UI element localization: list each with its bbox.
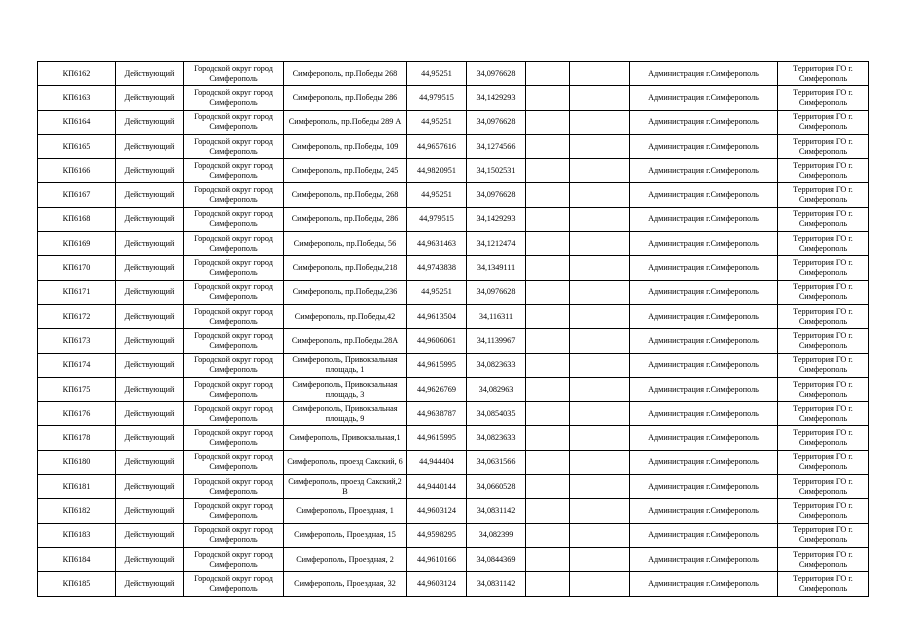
- latitude-cell: 44,95251: [407, 62, 467, 86]
- latitude-cell: 44,9743838: [407, 256, 467, 280]
- address-cell: Симферополь, Привокзальная площадь, 1: [284, 353, 407, 377]
- longitude-cell: 34,1139967: [467, 329, 526, 353]
- status-cell: Действующий: [116, 402, 184, 426]
- longitude-cell: 34,0823633: [467, 353, 526, 377]
- service-area-cell: Территория ГО г. Симферополь: [778, 353, 869, 377]
- address-cell: Симферополь, Привокзальная,1: [284, 426, 407, 450]
- status-cell: Действующий: [116, 110, 184, 134]
- table-row: [38, 183, 869, 207]
- table-row: [38, 450, 869, 474]
- empty-cell: [570, 207, 630, 231]
- empty-cell: [570, 304, 630, 328]
- district-cell: Городской округ город Симферополь: [184, 547, 284, 571]
- address-cell: Симферополь, Проездная, 15: [284, 523, 407, 547]
- address-cell: Симферополь, пр.Победы 289 А: [284, 110, 407, 134]
- table-row: [38, 426, 869, 450]
- table-row: [38, 159, 869, 183]
- service-area-cell: Территория ГО г. Симферополь: [778, 86, 869, 110]
- longitude-cell: 34,116311: [467, 304, 526, 328]
- empty-cell: [570, 377, 630, 401]
- organization-cell: Администрация г.Симферополь: [630, 86, 778, 110]
- status-cell: Действующий: [116, 547, 184, 571]
- empty-cell: [570, 86, 630, 110]
- service-area-cell: Территория ГО г. Симферополь: [778, 62, 869, 86]
- status-cell: Действующий: [116, 377, 184, 401]
- point-code-cell: КП6171: [38, 280, 116, 304]
- organization-cell: Администрация г.Симферополь: [630, 547, 778, 571]
- latitude-cell: 44,9638787: [407, 402, 467, 426]
- address-cell: Симферополь, пр.Победы,42: [284, 304, 407, 328]
- district-cell: Городской округ город Симферополь: [184, 353, 284, 377]
- table-row: [38, 232, 869, 256]
- district-cell: Городской округ город Симферополь: [184, 426, 284, 450]
- latitude-cell: 44,9440144: [407, 475, 467, 499]
- service-area-cell: Территория ГО г. Симферополь: [778, 134, 869, 158]
- address-cell: Симферополь, проезд Сакский,2 В: [284, 475, 407, 499]
- longitude-cell: 34,0831142: [467, 499, 526, 523]
- service-area-cell: Территория ГО г. Симферополь: [778, 280, 869, 304]
- status-cell: Действующий: [116, 159, 184, 183]
- status-cell: Действующий: [116, 353, 184, 377]
- address-cell: Симферополь, Привокзальная площадь, 3: [284, 377, 407, 401]
- organization-cell: Администрация г.Симферополь: [630, 377, 778, 401]
- empty-cell: [526, 232, 570, 256]
- status-cell: Действующий: [116, 329, 184, 353]
- table-row: [38, 572, 869, 596]
- district-cell: Городской округ город Симферополь: [184, 280, 284, 304]
- empty-cell: [526, 572, 570, 596]
- empty-cell: [570, 134, 630, 158]
- address-cell: Симферополь, пр.Победы 268: [284, 62, 407, 86]
- empty-cell: [570, 329, 630, 353]
- district-cell: Городской округ город Симферополь: [184, 134, 284, 158]
- address-cell: Симферополь, Привокзальная площадь, 9: [284, 402, 407, 426]
- point-code-cell: КП6166: [38, 159, 116, 183]
- empty-cell: [526, 426, 570, 450]
- status-cell: Действующий: [116, 134, 184, 158]
- table-body: [38, 62, 869, 597]
- status-cell: Действующий: [116, 572, 184, 596]
- table-row: [38, 280, 869, 304]
- table-row: [38, 547, 869, 571]
- status-cell: Действующий: [116, 232, 184, 256]
- district-cell: Городской округ город Симферополь: [184, 499, 284, 523]
- service-area-cell: Территория ГО г. Симферополь: [778, 232, 869, 256]
- organization-cell: Администрация г.Симферополь: [630, 499, 778, 523]
- point-code-cell: КП6167: [38, 183, 116, 207]
- district-cell: Городской округ город Симферополь: [184, 207, 284, 231]
- empty-cell: [570, 110, 630, 134]
- organization-cell: Администрация г.Симферополь: [630, 426, 778, 450]
- empty-cell: [526, 134, 570, 158]
- district-cell: Городской округ город Симферополь: [184, 62, 284, 86]
- point-code-cell: КП6164: [38, 110, 116, 134]
- longitude-cell: 34,0631566: [467, 450, 526, 474]
- table-row: [38, 353, 869, 377]
- latitude-cell: 44,944404: [407, 450, 467, 474]
- organization-cell: Администрация г.Симферополь: [630, 329, 778, 353]
- empty-cell: [570, 159, 630, 183]
- organization-cell: Администрация г.Симферополь: [630, 280, 778, 304]
- district-cell: Городской округ город Симферополь: [184, 86, 284, 110]
- point-code-cell: КП6162: [38, 62, 116, 86]
- service-area-cell: Территория ГО г. Симферополь: [778, 426, 869, 450]
- service-area-cell: Территория ГО г. Симферополь: [778, 523, 869, 547]
- organization-cell: Администрация г.Симферополь: [630, 183, 778, 207]
- district-cell: Городской округ город Симферополь: [184, 523, 284, 547]
- status-cell: Действующий: [116, 475, 184, 499]
- service-area-cell: Территория ГО г. Симферополь: [778, 475, 869, 499]
- table-row: [38, 402, 869, 426]
- district-cell: Городской округ город Симферополь: [184, 256, 284, 280]
- status-cell: Действующий: [116, 280, 184, 304]
- service-area-cell: Территория ГО г. Симферополь: [778, 547, 869, 571]
- table-row: [38, 475, 869, 499]
- address-cell: Симферополь, проезд Сакский, 6: [284, 450, 407, 474]
- organization-cell: Администрация г.Симферополь: [630, 353, 778, 377]
- latitude-cell: 44,9615995: [407, 426, 467, 450]
- point-code-cell: КП6165: [38, 134, 116, 158]
- organization-cell: Администрация г.Симферополь: [630, 159, 778, 183]
- point-code-cell: КП6182: [38, 499, 116, 523]
- service-area-cell: Территория ГО г. Симферополь: [778, 450, 869, 474]
- district-cell: Городской округ город Симферополь: [184, 402, 284, 426]
- district-cell: Городской округ город Симферополь: [184, 450, 284, 474]
- empty-cell: [526, 475, 570, 499]
- point-code-cell: КП6184: [38, 547, 116, 571]
- longitude-cell: 34,0976628: [467, 110, 526, 134]
- point-code-cell: КП6168: [38, 207, 116, 231]
- empty-cell: [526, 304, 570, 328]
- point-code-cell: КП6170: [38, 256, 116, 280]
- latitude-cell: 44,9820951: [407, 159, 467, 183]
- organization-cell: Администрация г.Симферополь: [630, 402, 778, 426]
- empty-cell: [570, 62, 630, 86]
- address-cell: Симферополь, пр.Победы, 245: [284, 159, 407, 183]
- status-cell: Действующий: [116, 523, 184, 547]
- empty-cell: [526, 499, 570, 523]
- longitude-cell: 34,1502531: [467, 159, 526, 183]
- table-row: [38, 110, 869, 134]
- point-code-cell: КП6172: [38, 304, 116, 328]
- latitude-cell: 44,9631463: [407, 232, 467, 256]
- status-cell: Действующий: [116, 183, 184, 207]
- table-row: [38, 134, 869, 158]
- service-area-cell: Территория ГО г. Симферополь: [778, 572, 869, 596]
- point-code-cell: КП6163: [38, 86, 116, 110]
- district-cell: Городской округ город Симферополь: [184, 329, 284, 353]
- empty-cell: [570, 450, 630, 474]
- latitude-cell: 44,979515: [407, 207, 467, 231]
- organization-cell: Администрация г.Симферополь: [630, 232, 778, 256]
- status-cell: Действующий: [116, 62, 184, 86]
- table-row: [38, 62, 869, 86]
- organization-cell: Администрация г.Симферополь: [630, 450, 778, 474]
- address-cell: Симферополь, пр.Победы 286: [284, 86, 407, 110]
- organization-cell: Администрация г.Симферополь: [630, 110, 778, 134]
- empty-cell: [570, 547, 630, 571]
- latitude-cell: 44,9657616: [407, 134, 467, 158]
- longitude-cell: 34,0976628: [467, 183, 526, 207]
- empty-cell: [570, 426, 630, 450]
- organization-cell: Администрация г.Симферополь: [630, 475, 778, 499]
- service-area-cell: Территория ГО г. Симферополь: [778, 377, 869, 401]
- address-cell: Симферополь, пр.Победы, 268: [284, 183, 407, 207]
- address-cell: Симферополь, Проездная, 2: [284, 547, 407, 571]
- address-cell: Симферополь, пр.Победы.28А: [284, 329, 407, 353]
- empty-cell: [570, 280, 630, 304]
- district-cell: Городской округ город Симферополь: [184, 183, 284, 207]
- longitude-cell: 34,082399: [467, 523, 526, 547]
- empty-cell: [570, 523, 630, 547]
- point-code-cell: КП6176: [38, 402, 116, 426]
- latitude-cell: 44,9613504: [407, 304, 467, 328]
- point-code-cell: КП6178: [38, 426, 116, 450]
- organization-cell: Администрация г.Симферополь: [630, 523, 778, 547]
- empty-cell: [526, 280, 570, 304]
- longitude-cell: 34,082963: [467, 377, 526, 401]
- empty-cell: [570, 572, 630, 596]
- empty-cell: [570, 183, 630, 207]
- address-cell: Симферополь, Проездная, 1: [284, 499, 407, 523]
- address-cell: Симферополь, пр.Победы,236: [284, 280, 407, 304]
- organization-cell: Администрация г.Симферополь: [630, 304, 778, 328]
- longitude-cell: 34,1429293: [467, 207, 526, 231]
- longitude-cell: 34,0844369: [467, 547, 526, 571]
- latitude-cell: 44,9603124: [407, 572, 467, 596]
- latitude-cell: 44,9615995: [407, 353, 467, 377]
- status-cell: Действующий: [116, 426, 184, 450]
- status-cell: Действующий: [116, 304, 184, 328]
- latitude-cell: 44,9606061: [407, 329, 467, 353]
- latitude-cell: 44,9610166: [407, 547, 467, 571]
- service-area-cell: Территория ГО г. Симферополь: [778, 183, 869, 207]
- point-code-cell: КП6169: [38, 232, 116, 256]
- longitude-cell: 34,1349111: [467, 256, 526, 280]
- longitude-cell: 34,1274566: [467, 134, 526, 158]
- point-code-cell: КП6185: [38, 572, 116, 596]
- longitude-cell: 34,0854035: [467, 402, 526, 426]
- latitude-cell: 44,979515: [407, 86, 467, 110]
- empty-cell: [526, 159, 570, 183]
- empty-cell: [526, 353, 570, 377]
- empty-cell: [526, 207, 570, 231]
- point-code-cell: КП6174: [38, 353, 116, 377]
- table-row: [38, 304, 869, 328]
- longitude-cell: 34,0831142: [467, 572, 526, 596]
- address-cell: Симферополь, пр.Победы, 286: [284, 207, 407, 231]
- service-area-cell: Территория ГО г. Симферополь: [778, 256, 869, 280]
- point-code-cell: КП6173: [38, 329, 116, 353]
- service-area-cell: Территория ГО г. Симферополь: [778, 499, 869, 523]
- empty-cell: [570, 256, 630, 280]
- point-code-cell: КП6183: [38, 523, 116, 547]
- organization-cell: Администрация г.Симферополь: [630, 134, 778, 158]
- district-cell: Городской округ город Симферополь: [184, 304, 284, 328]
- longitude-cell: 34,0976628: [467, 280, 526, 304]
- service-area-cell: Территория ГО г. Симферополь: [778, 304, 869, 328]
- district-cell: Городской округ город Симферополь: [184, 475, 284, 499]
- longitude-cell: 34,0976628: [467, 62, 526, 86]
- latitude-cell: 44,95251: [407, 280, 467, 304]
- district-cell: Городской округ город Симферополь: [184, 232, 284, 256]
- empty-cell: [570, 475, 630, 499]
- status-cell: Действующий: [116, 256, 184, 280]
- empty-cell: [526, 329, 570, 353]
- district-cell: Городской округ город Симферополь: [184, 159, 284, 183]
- status-cell: Действующий: [116, 450, 184, 474]
- point-code-cell: КП6175: [38, 377, 116, 401]
- address-cell: Симферополь, Проездная, 32: [284, 572, 407, 596]
- empty-cell: [570, 402, 630, 426]
- point-code-cell: КП6180: [38, 450, 116, 474]
- empty-cell: [526, 183, 570, 207]
- empty-cell: [526, 86, 570, 110]
- empty-cell: [526, 523, 570, 547]
- address-cell: Симферополь, пр.Победы, 109: [284, 134, 407, 158]
- empty-cell: [526, 547, 570, 571]
- table-row: [38, 377, 869, 401]
- table-row: [38, 523, 869, 547]
- organization-cell: Администрация г.Симферополь: [630, 572, 778, 596]
- service-area-cell: Территория ГО г. Симферополь: [778, 207, 869, 231]
- organization-cell: Администрация г.Симферополь: [630, 62, 778, 86]
- organization-cell: Администрация г.Симферополь: [630, 256, 778, 280]
- status-cell: Действующий: [116, 86, 184, 110]
- longitude-cell: 34,1429293: [467, 86, 526, 110]
- table-row: [38, 329, 869, 353]
- latitude-cell: 44,9626769: [407, 377, 467, 401]
- empty-cell: [570, 232, 630, 256]
- collection-points-table: [37, 61, 869, 597]
- longitude-cell: 34,0823633: [467, 426, 526, 450]
- empty-cell: [570, 353, 630, 377]
- latitude-cell: 44,95251: [407, 110, 467, 134]
- latitude-cell: 44,95251: [407, 183, 467, 207]
- table-row: [38, 86, 869, 110]
- organization-cell: Администрация г.Симферополь: [630, 207, 778, 231]
- table-row: [38, 207, 869, 231]
- district-cell: Городской округ город Симферополь: [184, 377, 284, 401]
- table-row: [38, 499, 869, 523]
- point-code-cell: КП6181: [38, 475, 116, 499]
- status-cell: Действующий: [116, 207, 184, 231]
- empty-cell: [526, 450, 570, 474]
- table-row: [38, 256, 869, 280]
- address-cell: Симферополь, пр.Победы, 56: [284, 232, 407, 256]
- district-cell: Городской округ город Симферополь: [184, 572, 284, 596]
- status-cell: Действующий: [116, 499, 184, 523]
- empty-cell: [526, 377, 570, 401]
- service-area-cell: Территория ГО г. Симферополь: [778, 110, 869, 134]
- longitude-cell: 34,1212474: [467, 232, 526, 256]
- service-area-cell: Территория ГО г. Симферополь: [778, 402, 869, 426]
- address-cell: Симферополь, пр.Победы,218: [284, 256, 407, 280]
- service-area-cell: Территория ГО г. Симферополь: [778, 329, 869, 353]
- empty-cell: [526, 256, 570, 280]
- empty-cell: [570, 499, 630, 523]
- longitude-cell: 34,0660528: [467, 475, 526, 499]
- empty-cell: [526, 62, 570, 86]
- district-cell: Городской округ город Симферополь: [184, 110, 284, 134]
- empty-cell: [526, 110, 570, 134]
- service-area-cell: Территория ГО г. Симферополь: [778, 159, 869, 183]
- latitude-cell: 44,9598295: [407, 523, 467, 547]
- latitude-cell: 44,9603124: [407, 499, 467, 523]
- empty-cell: [526, 402, 570, 426]
